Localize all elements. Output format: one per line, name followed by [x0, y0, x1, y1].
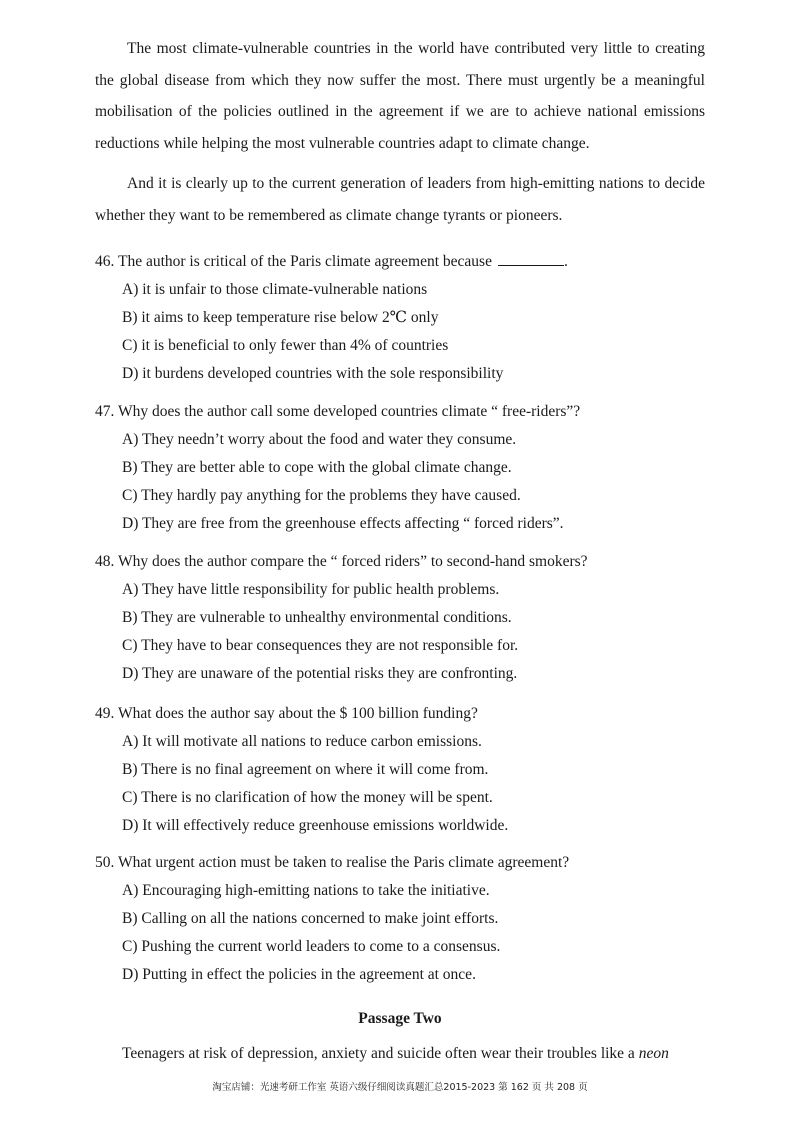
answer-option[interactable]: D) It will effectively reduce greenhouse emissions worldwide. — [122, 817, 509, 834]
answer-option[interactable]: D) Putting in effect the policies in the agreement at once. — [122, 966, 476, 983]
question-47 — [95, 398, 705, 538]
answer-option[interactable]: A) They have little responsibility for public health problems. — [122, 581, 500, 598]
answer-option[interactable]: A) Encouraging high-emitting nations to take the initiative. — [122, 882, 490, 899]
question-49 — [95, 700, 705, 840]
question-48 — [95, 548, 705, 688]
answer-blank — [498, 249, 564, 266]
answer-option[interactable]: B) They are better able to cope with the global climate change. — [122, 459, 512, 476]
answer-option[interactable]: A) They needn’t worry about the food and water they consume. — [122, 431, 517, 448]
italic-word: neon — [638, 1045, 669, 1062]
question-stem — [95, 248, 705, 276]
answer-option[interactable]: C) Pushing the current world leaders to come to a consensus. — [122, 938, 501, 955]
answer-option[interactable]: D) They are free from the greenhouse effects affecting “ forced riders”. — [122, 515, 564, 532]
question-stem: 47. Why does the author call some developed countries climate “ free-riders”? — [95, 403, 581, 420]
answer-option[interactable]: D) They are unaware of the potential risks they are confronting. — [122, 665, 518, 682]
section-title: Passage Two — [358, 1010, 442, 1027]
question-46 — [95, 248, 705, 388]
answer-option[interactable]: C) They hardly pay anything for the problems they have caused. — [122, 487, 521, 504]
question-stem: 48. Why does the author compare the “ forced riders” to second-hand smokers? — [95, 553, 588, 570]
passage-paragraph — [122, 1040, 712, 1068]
question-50 — [95, 849, 705, 989]
passage-paragraph — [95, 168, 705, 231]
answer-option[interactable]: C) There is no clarification of how the money will be spent. — [122, 789, 493, 806]
page-footer: 淘宝店铺：光速考研工作室 英语六级仔细阅读真题汇总2015-2023 第 162 页 共 208 页 — [212, 1082, 588, 1093]
question-stem: 49. What does the author say about the $ 100 billion funding? — [95, 705, 478, 722]
answer-option[interactable]: C) it is beneficial to only fewer than 4% of countries — [122, 337, 449, 354]
answer-option[interactable]: B) it aims to keep temperature rise below 2℃ only — [122, 309, 439, 326]
question-stem-end: . — [563, 253, 568, 270]
answer-option[interactable]: D) it burdens developed countries with the sole responsibility — [122, 365, 504, 382]
passage-paragraph — [95, 33, 705, 159]
answer-option[interactable]: B) There is no final agreement on where it will come from. — [122, 761, 489, 778]
answer-option[interactable]: A) It will motivate all nations to reduce carbon emissions. — [122, 733, 482, 750]
answer-option[interactable]: C) They have to bear consequences they are not responsible for. — [122, 637, 519, 654]
answer-option[interactable]: B) They are vulnerable to unhealthy environmental conditions. — [122, 609, 512, 626]
paragraph-text: The most climate-vulnerable countries in the world have contributed very little to creating the global disease from which they now suffer the most. There must urgently be a meaningful mobilisation of the policies outlined in the agreement if we are to achieve national emissions reductions while helping the most vulnerable countries adapt to climate change. — [95, 40, 705, 152]
paragraph-text: And it is clearly up to the current generation of leaders from high-emitting nations to decide whether they want to be remembered as climate change tyrants or pioneers. — [95, 175, 705, 224]
answer-option[interactable]: B) Calling on all the nations concerned to make joint efforts. — [122, 910, 499, 927]
paragraph-text: Teenagers at risk of depression, anxiety and suicide often wear their troubles like a — [122, 1045, 635, 1062]
question-stem-text: 46. The author is critical of the Paris climate agreement because — [95, 253, 492, 270]
question-stem: 50. What urgent action must be taken to realise the Paris climate agreement? — [95, 854, 570, 871]
answer-option[interactable]: A) it is unfair to those climate-vulnerable nations — [122, 281, 428, 298]
